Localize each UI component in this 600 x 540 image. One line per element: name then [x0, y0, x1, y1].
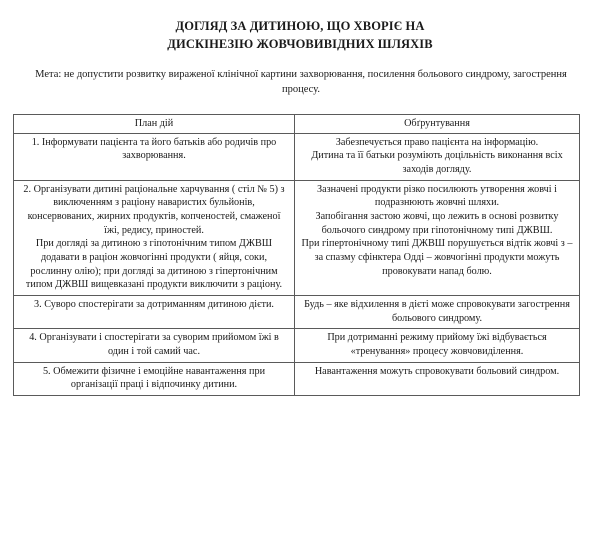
table-row: [14, 329, 580, 362]
table-row: [14, 133, 580, 180]
page-title: [0, 0, 600, 54]
cell-paragraph: Запобігання застою жовчі, що лежить в основі розвитку больочого синдрому при гіпотонічному типі ДЖВШ.: [315, 211, 559, 236]
cell-reason: [295, 180, 580, 295]
cell-reason: [295, 362, 580, 395]
cell-paragraph: Будь – яке відхилення в дієті може спровокувати загострення больового синдрому.: [304, 299, 570, 324]
cell-paragraph: При гіпертонічному типі ДЖВШ порушується відтік жовчі з – за спазму сфінктера Одді – жовчогінні продукти можуть провокувати напад болю.: [301, 238, 573, 277]
cell-paragraph: Навантаження можуть спровокувати больовий синдром.: [314, 365, 560, 377]
cell-plan: [14, 180, 295, 295]
cell-paragraph: 1. Інформувати пацієнта та його батьків або родичів про захворювання.: [31, 136, 277, 162]
cell-paragraph: 2. Організувати дитині раціональне харчування ( стіл № 5) з виключенням з раціону наваристих бульйонів, консервованих, жирних продуктів, копченостей, смаженої їжі, редису, приностей.: [23, 183, 285, 236]
page-title-line-1: ДОГЛЯД ЗА ДИТИНОЮ, ЩО ХВОРІЄ НА: [175, 19, 425, 33]
document-aim: Мета: не допустити розвитку вираженої клінічної картини захворювання, посилення больового синдрому, загострення процесу.: [35, 68, 567, 95]
cell-paragraph: При дотриманні режиму прийому їжі відбувається «тренування» процесу жовчовиділення.: [327, 332, 547, 358]
cell-paragraph: Зазначені продукти різко посилюють утворення жовчі і подразнюють жовчні шляхи.: [317, 183, 557, 209]
cell-reason: [295, 296, 580, 329]
cell-paragraph: 4. Організувати і спостерігати за суворим прийомом їжі в один і той самий час.: [29, 332, 279, 358]
cell-paragraph: Дитина та її батьки розуміють доцільність виконання всіх заходів догляду.: [311, 150, 563, 176]
cell-plan: [14, 362, 295, 395]
table-row: [14, 362, 580, 395]
table-row: [14, 180, 580, 295]
cell-paragraph: При догляді за дитиною з гіпотонічним типом ДЖВШ додавати в раціон жовчогінні продукти ( яйця, соки, рослинну олію); при догляді за дитиною з гіпертонічним типом ДЖВШ вищевказані продукти виключити з раціону.: [25, 238, 283, 291]
table-header-row: [14, 115, 580, 134]
page-title-line-2: ДИСКІНЕЗІЮ ЖОВЧОВИВІДНИХ ШЛЯХІВ: [167, 36, 433, 51]
column-header-plan: План дій: [14, 115, 295, 134]
cell-reason: [295, 329, 580, 362]
cell-plan: [14, 296, 295, 329]
cell-plan: [14, 329, 295, 362]
table-header: [14, 115, 580, 134]
care-plan-table: [13, 114, 580, 396]
care-plan-table-container: [13, 114, 579, 396]
table-body: [14, 133, 580, 395]
table-row: [14, 296, 580, 329]
cell-paragraph: Забезпечується право пацієнта на інформацію.: [335, 136, 539, 148]
cell-plan: [14, 133, 295, 180]
column-header-reason: Обґрунтування: [295, 115, 580, 134]
cell-paragraph: 3. Суворо спостерігати за дотриманням дитиною дієти.: [34, 299, 274, 311]
cell-reason: [295, 133, 580, 180]
cell-paragraph: 5. Обмежити фізичне і емоційне навантаження при організації праці і відпочинку дитини.: [42, 365, 266, 391]
